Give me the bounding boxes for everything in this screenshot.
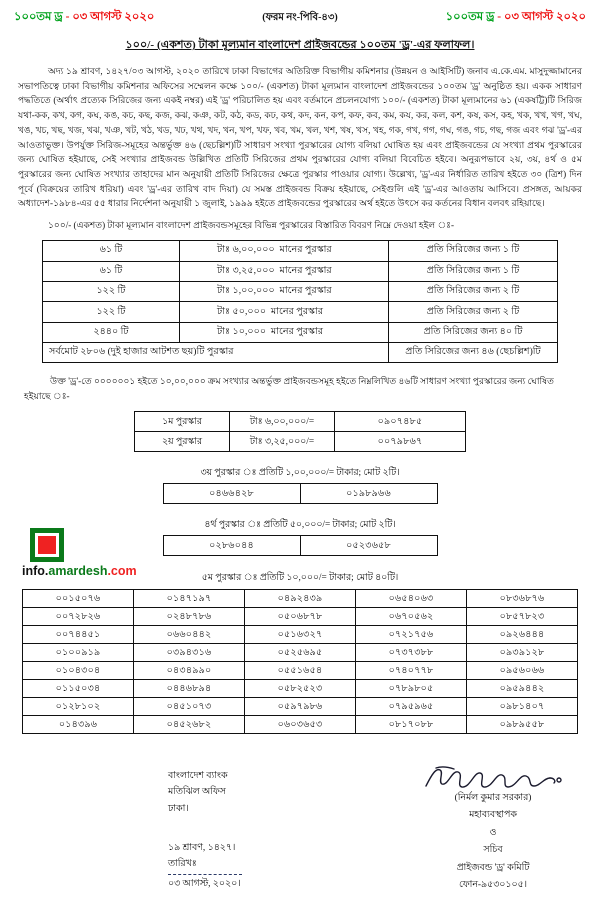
prize-qty: ১২২ টি	[43, 281, 180, 301]
draw-date-right: - ০৩ আগস্ট ২০২০	[497, 11, 586, 23]
table-row	[43, 322, 558, 342]
fifth-prize-number: ০৬৬০৪৪২	[134, 625, 245, 643]
fifth-prize-number: ০৬৭০৫৬২	[356, 607, 467, 625]
prize-1-2-body	[135, 411, 466, 451]
issuer-bank: বাংলাদেশ ব্যাংক	[168, 771, 228, 781]
fifth-prize-number: ০৮৫৭৮২৩	[467, 607, 578, 625]
table-row	[135, 411, 466, 431]
draw-range-note: উক্ত 'ড্র'-তে ০০০০০০১ হইতে ১০,০০,০০০ ক্রম সংখ্যার অন্তর্ভুক্ত প্রাইজবন্ডসমূহ হইতে নিম্নলিখিত ৪৬টি সাধারণ সংখ্যা পুরস্কারের জন্য ঘোষিত হইয়াছে ঃ-	[24, 376, 554, 401]
table-row	[23, 697, 578, 715]
signatory-conjunction: ও	[489, 827, 497, 838]
table-row	[23, 715, 578, 733]
fifth-prize-number: ০০৭৪৪৫১	[23, 625, 134, 643]
watermark-text	[22, 564, 182, 578]
footer-date-gregorian: ০৩ আগস্ট, ২০২০।	[168, 878, 241, 889]
prize-per-series: প্রতি সিরিজের জন্য ২ টি	[389, 302, 558, 322]
prize-amount-value: টাঃ ৩,২৫,০০০	[217, 264, 275, 276]
fifth-prize-number: ০৬০৩৬৫৩	[245, 715, 356, 733]
prize-total-right: প্রতি সিরিজের জন্য ৪৬ (ছেচল্লিশ)টি	[389, 343, 558, 363]
third-prize-body	[163, 483, 437, 503]
prize-amount-inner	[217, 305, 351, 320]
watermark-domain: amardesh	[48, 564, 108, 578]
first-prize-amount: টাঃ ৬,০০,০০০/=	[230, 411, 335, 431]
fourth-prize-heading: ৪র্থ পুরস্কার ঃ প্রতিটি ৫০,০০০/= টাকার; মোট ২টি।	[204, 519, 396, 530]
fifth-prize-number: ০৪৪৬৮৯৪	[134, 679, 245, 697]
fifth-prize-number: ০৩৯৪৩১৬	[134, 643, 245, 661]
prize-amount	[180, 241, 389, 261]
fifth-prize-number: ০৮৩৬৮৭৬	[467, 589, 578, 607]
table-row	[23, 679, 578, 697]
table-row	[43, 302, 558, 322]
fourth-prize-table	[163, 535, 438, 556]
table-row	[163, 483, 437, 503]
prize-amount-suffix: মানের পুরস্কার	[270, 305, 324, 317]
table-row	[43, 281, 558, 301]
prize-per-series: প্রতি সিরিজের জন্য ৪০ টি	[389, 322, 558, 342]
fifth-prize-heading: ৫ম পুরস্কার ঃ প্রতিটি ১০,০০০/= টাকার; মোট ৪০টি।	[201, 572, 399, 583]
prize-amount-inner	[217, 243, 351, 258]
watermark-prefix: info.	[22, 564, 49, 578]
table-row	[23, 589, 578, 607]
fifth-prize-number: ০০১৫০৭৬	[23, 589, 134, 607]
prize-amount-suffix: মানের পুরস্কার	[279, 285, 332, 297]
footer-date-bengali: ১৯ শ্রাবণ, ১৪২৭।	[168, 843, 236, 853]
second-prize-label: ২য় পুরস্কার	[135, 431, 230, 451]
table-row	[43, 261, 558, 281]
prize-per-series: প্রতি সিরিজের জন্য ১ টি	[389, 241, 558, 261]
main-paragraph: অদ্য ১৯ শ্রাবণ, ১৪২৭/০৩ আগস্ট, ২০২০ তারিখে ঢাকা বিভাগের অতিরিক্ত বিভাগীয় কমিশনার (উন্নয়ন ও আইসিটি) জনাব এ.কে.এম. মাসুদুজ্জামানের সভাপতিত্বে ঢাকা বিভাগীয় কমিশনার অফিসের সম্মেলন কক্ষে ১০০/- (একশত) টাকা মূল্যমান বাংলাদেশ প্রাইজবন্ডের ১০০তম 'ড্র' অনুষ্ঠিত হয়। একক সাধারণ পদ্ধতিতে (অর্থাৎ প্রত্যেক সিরিজের জন্য একই নম্বর) এই 'ড্র' পরিচালিত হয় এবং বর্তমানে প্রচলনযোগ্য ১০০/- (একশত) টাকা মূল্যমানের ৬১ (একষট্টি)টি সিরিজ যথা-কক, কখ, কগ, কঘ, কঙ, কচ, কছ, কজ, কঝ, কঞ, কট, কঠ, কড, কঢ, কথ, কদ, কন, কপ, কফ, কব, কম, কয, কর, কল, কশ, কষ, কস, কহ, খক, খখ, খগ, খঘ, খঙ, খচ, খছ, খজ, খঝ, খঞ, খট, খঠ, খড, খঢ, খথ, খদ, খন, খপ, খফ, খব, খম, খল, খশ, খষ, খস, খহ, গক, গখ, গগ, গঘ, গঙ, গচ, গছ, গজ এবং গঝ 'ড্র'-এর আওতাভুক্ত। উপর্যুক্ত সিরিজ-সমূহের অন্তর্ভুক্ত ৪৬ (ছেচল্লিশ)টি সাধারণ সংখ্যা পুরস্কারের যোগ্য বলিয়া ঘোষিত হয় এবং প্রাইজবন্ডের যে সংখ্যা প্রথম পুরস্কারের জন্য ঘোষিত হইয়াছে, সেই সংখ্যার প্রাইজবন্ড উল্লিখিত প্রতিটি সিরিজের প্রথম পুরস্কারের যোগ্য বলিয়া বিবেচিত হইবে। অনুরূপভাবে ২য়, ৩য়, ৪র্থ ও ৫ম পুরস্কারের জন্য ঘোষিত সংখ্যার তাহাদের মান অনুযায়ী প্রতিটি সিরিজের ক্ষেত্রে পুরস্কার পাওয়ার যোগ্য। উল্লেখ্য, 'ড্র'-এর নির্ধারিত তারিখ হইতে ৩০ (ত্রিশ) দিন পূর্বে (বিক্রয়ের তারিখ ধরিয়া) এবং 'ড্র'-এর তারিখ বাদ দিয়া) যে সমস্ত প্রাইজবন্ড বিক্রয় হইয়াছে, সেইগুলি এই 'ড্র'-এর আওতায় আসিবে। প্রসঙ্গত, আয়কর অধ্যাদেশ-১৯৮৪-এর ৫৫ ধারার নির্দেশনা অনুযায়ী ১ জুলাই, ১৯৯৯ হইতে প্রাইজবন্ডের পুরস্কারের অর্থ হইতে উৎসে কর কর্তনের বিধান বলবৎ রহিয়াছে।	[18, 66, 582, 209]
prize-amount-inner	[217, 264, 351, 279]
table-row	[23, 643, 578, 661]
prize-amount-suffix: মানের পুরস্কার	[279, 264, 332, 276]
prize-amount-value: টাঃ ৬,০০,০০০	[217, 244, 275, 256]
prize-amount-value: টাঃ ১০,০০০	[217, 325, 267, 337]
fifth-prize-number: ০৯৫৯৪৪২	[467, 679, 578, 697]
table-row	[135, 431, 466, 451]
fifth-prize-number: ০৮১৭০৮৮	[356, 715, 467, 733]
fifth-prize-number: ০৫৯৭৯৮৬	[245, 697, 356, 715]
prize-table-lead: ১০০/- (একশত) টাকা মূল্যমান বাংলাদেশ প্রাইজবন্ডসমূহের বিভিন্ন পুরস্কারের বিস্তারিত বিবরণ নিম্নে দেওয়া হইল ঃ-	[48, 220, 455, 231]
table-row	[23, 607, 578, 625]
watermark-tld: .com	[107, 564, 137, 578]
prize-per-series: প্রতি সিরিজের জন্য ১ টি	[389, 261, 558, 281]
second-prize-amount: টাঃ ৩,২৫,০০০/=	[230, 431, 335, 451]
table-row	[43, 241, 558, 261]
prize-amount-suffix: মানের পুরস্কার	[279, 244, 332, 256]
fifth-prize-number: ০৭৮৯৮০৫	[356, 679, 467, 697]
fifth-prize-number: ০৭২১৭৫৬	[356, 625, 467, 643]
footer-left-block	[168, 768, 228, 817]
fourth-prize-body	[163, 535, 437, 555]
fifth-prize-table	[22, 589, 578, 734]
prize-amount-inner	[217, 325, 351, 340]
header-draw-left	[14, 8, 154, 27]
table-row	[163, 535, 437, 555]
second-prize-number: ০০৭৯৮৬৭	[335, 431, 466, 451]
prize-amount-value: টাঃ ১,০০,০০০	[217, 285, 275, 297]
draw-number-left: ১০০তম ড্র	[14, 11, 63, 23]
prize-amount	[180, 261, 389, 281]
prize-amount-inner	[217, 284, 351, 299]
table-row	[23, 625, 578, 643]
page-title: ১০০/- (একশত) টাকা মূল্যমান বাংলাদেশ প্রাইজবন্ডের ১০০তম 'ড্র'-এর ফলাফল।	[125, 39, 475, 51]
fifth-prize-number: ০৭৩৭৩৮৮	[356, 643, 467, 661]
fourth-prize-number: ০২৮৬০৪৪	[163, 535, 300, 555]
issuer-city: ঢাকা।	[168, 803, 189, 814]
fifth-prize-number: ০৯৩৯১২৮	[467, 643, 578, 661]
fifth-prize-body	[23, 589, 578, 733]
fifth-prize-number: ০১৪৩৯৬	[23, 715, 134, 733]
third-prize-number: ০১৯৮৯৬৬	[300, 483, 437, 503]
signatory-designation: মহাব্যবস্থাপক	[469, 810, 517, 821]
fifth-prize-number: ০১২৮১০২	[23, 697, 134, 715]
fifth-prize-number: ০১০৪৩০৪	[23, 661, 134, 679]
prize-1-2-table	[134, 411, 466, 452]
fifth-prize-number: ০৫২৫৬৯৫	[245, 643, 356, 661]
prize-amount	[180, 281, 389, 301]
footer-signature-block	[398, 764, 588, 894]
table-row	[23, 661, 578, 679]
prize-amount-value: টাঃ ৫০,০০০	[217, 305, 267, 317]
fifth-prize-number: ০১০০৯১৯	[23, 643, 134, 661]
signatory-committee: প্রাইজবন্ড 'ড্র' কমিটি	[456, 862, 530, 873]
flag-circle	[35, 533, 59, 557]
header-row	[10, 6, 590, 27]
fifth-prize-number: ০৯৫৬০৬৬	[467, 661, 578, 679]
fifth-prize-number: ০৫০৬৮৭৮	[245, 607, 356, 625]
fifth-prize-number: ০৪৩৪৯৯০	[134, 661, 245, 679]
third-prize-heading: ৩য় পুরস্কার ঃ প্রতিটি ১,০০,০০০/= টাকার; মোট ২টি।	[200, 467, 400, 478]
prize-per-series: প্রতি সিরিজের জন্য ২ টি	[389, 281, 558, 301]
first-prize-number: ০৯০৭৪৮৫	[335, 411, 466, 431]
fifth-prize-number: ০৬৫৪০৬৩	[356, 589, 467, 607]
prize-qty: ৬১ টি	[43, 241, 180, 261]
fifth-prize-number: ০৪৫১০৭৩	[134, 697, 245, 715]
fifth-prize-number: ০৭৪০৭৭৮	[356, 661, 467, 679]
prize-amount	[180, 302, 389, 322]
site-watermark	[22, 528, 182, 578]
fifth-prize-number: ০৯২৬৪৪৪	[467, 625, 578, 643]
document-footer	[0, 768, 600, 905]
fifth-prize-number: ০৭৯৫৯৬৫	[356, 697, 467, 715]
signatory-role: সচিব	[483, 845, 503, 856]
bangladesh-flag-icon	[30, 528, 64, 562]
issuer-office: মতিঝিল অফিস	[168, 787, 226, 798]
third-prize-table	[163, 483, 438, 504]
table-row-total	[43, 343, 558, 363]
fifth-prize-number: ০৯৮১৪০৭	[467, 697, 578, 715]
signatory-phone: ফোন-৯৫৩০১০৫।	[458, 879, 528, 890]
prize-summary-table	[42, 240, 558, 363]
signatory-name: (নির্মল কুমার সরকার)	[454, 793, 532, 803]
draw-number-right: ১০০তম ড্র	[445, 11, 495, 23]
fourth-prize-number: ০৫২৩৬৫৮	[300, 535, 437, 555]
prize-summary-body	[43, 241, 558, 363]
fifth-prize-number: ০৫৮২৫২৩	[245, 679, 356, 697]
header-draw-right	[446, 8, 586, 27]
prize-amount	[180, 322, 389, 342]
fifth-prize-number: ০২৪৮৭৮৬	[134, 607, 245, 625]
fifth-prize-number: ০৯৮৯৫৫৮	[467, 715, 578, 733]
prize-amount-suffix: মানের পুরস্কার	[270, 325, 324, 337]
fifth-prize-number: ০৫৫১৬৫৪	[245, 661, 356, 679]
fifth-prize-number: ০৪৫২৬৮২	[134, 715, 245, 733]
signature-image	[398, 764, 588, 792]
draw-date-left: - ০৩ আগস্ট ২০২০	[65, 11, 155, 23]
prize-qty: ১২২ টি	[43, 302, 180, 322]
fifth-prize-number: ০১৪৭১৯৭	[134, 589, 245, 607]
fifth-prize-number: ০১১৫০৩৪	[23, 679, 134, 697]
footer-date-label: তারিখঃ	[168, 859, 197, 870]
prize-total-left: সর্বমোট ২৮০৬ (দুই হাজার আটশত ছয়)টি পুরস্কার	[43, 343, 389, 363]
prize-qty: ৬১ টি	[43, 261, 180, 281]
fifth-prize-number: ০০৭২৮২৬	[23, 607, 134, 625]
first-prize-label: ১ম পুরস্কার	[135, 411, 230, 431]
date-divider	[168, 874, 242, 875]
third-prize-number: ০৪৬৬৪২৮	[163, 483, 300, 503]
prize-qty: ২৪৪০ টি	[43, 322, 180, 342]
fifth-prize-number: ০৪৯২৪৩৯	[245, 589, 356, 607]
form-number: (ফরম নং-পিবি-৪৩)	[262, 12, 338, 23]
footer-date-block	[168, 840, 242, 892]
fifth-prize-number: ০৫১৬৩২৭	[245, 625, 356, 643]
